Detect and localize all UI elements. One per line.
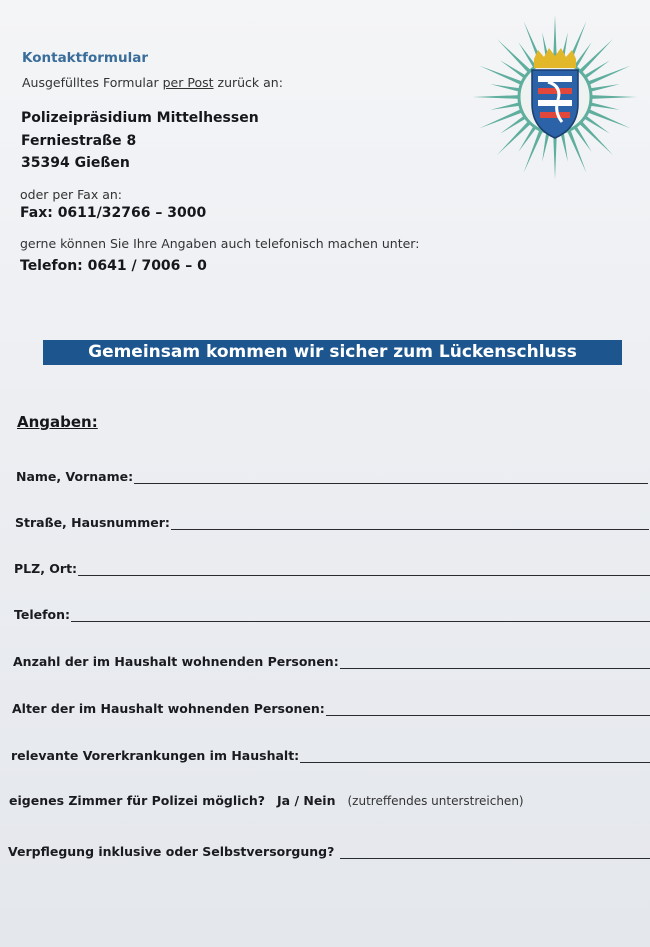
answer-line[interactable] (78, 562, 650, 576)
star-ray (473, 95, 525, 99)
field-label: Name, Vorname: (16, 469, 134, 484)
answer-line[interactable] (134, 470, 648, 484)
room-question-label: eigenes Zimmer für Polizei möglich? (9, 793, 265, 808)
field-label: Telefon: (14, 607, 71, 622)
motto-banner: Gemeinsam kommen wir sicher zum Lückenschluss (43, 340, 622, 365)
return-instructions: Ausgefülltes Formular per Post zurück an: (22, 75, 283, 90)
answer-line[interactable] (171, 516, 649, 530)
police-star-icon (470, 12, 640, 182)
field-label: Straße, Hausnummer: (15, 515, 170, 530)
field-household-count[interactable] (13, 651, 650, 669)
phone-number: Telefon: 0641 / 7006 – 0 (20, 258, 207, 274)
answer-line[interactable] (300, 749, 650, 763)
section-heading: Angaben: (17, 413, 98, 431)
form-title: Kontaktformular (22, 50, 148, 66)
room-question (9, 793, 524, 808)
field-name[interactable] (16, 466, 648, 484)
field-phone[interactable] (14, 604, 650, 622)
field-catering[interactable] (8, 841, 650, 859)
phone-intro: gerne können Sie Ihre Angaben auch telefonisch machen unter: (20, 236, 420, 251)
underline-hint: (zutreffendes unterstreichen) (347, 794, 524, 808)
yes-no-options[interactable]: Ja / Nein (277, 793, 336, 808)
field-street[interactable] (15, 512, 649, 530)
star-ray (585, 95, 637, 99)
field-label: Alter der im Haushalt wohnenden Personen: (12, 701, 325, 716)
field-label: Anzahl der im Haushalt wohnenden Personen: (13, 654, 339, 669)
fax-intro: oder per Fax an: (20, 187, 122, 202)
field-preconditions[interactable] (11, 745, 650, 763)
address-city: 35394 Gießen (21, 155, 130, 171)
field-plz-city[interactable] (14, 558, 650, 576)
fax-number: Fax: 0611/32766 – 3000 (20, 205, 207, 221)
address-street: Ferniestraße 8 (21, 133, 137, 149)
field-label: PLZ, Ort: (14, 561, 78, 576)
answer-line[interactable] (340, 845, 650, 859)
address-name: Polizeipräsidium Mittelhessen (21, 110, 259, 126)
per-post-text: per Post (162, 75, 214, 90)
field-label: relevante Vorerkrankungen im Haushalt: (11, 748, 300, 763)
field-household-ages[interactable] (12, 698, 650, 716)
answer-line[interactable] (71, 608, 650, 622)
field-label: Verpflegung inklusive oder Selbstversorgung? (8, 844, 335, 859)
answer-line[interactable] (340, 655, 650, 669)
answer-line[interactable] (326, 702, 650, 716)
